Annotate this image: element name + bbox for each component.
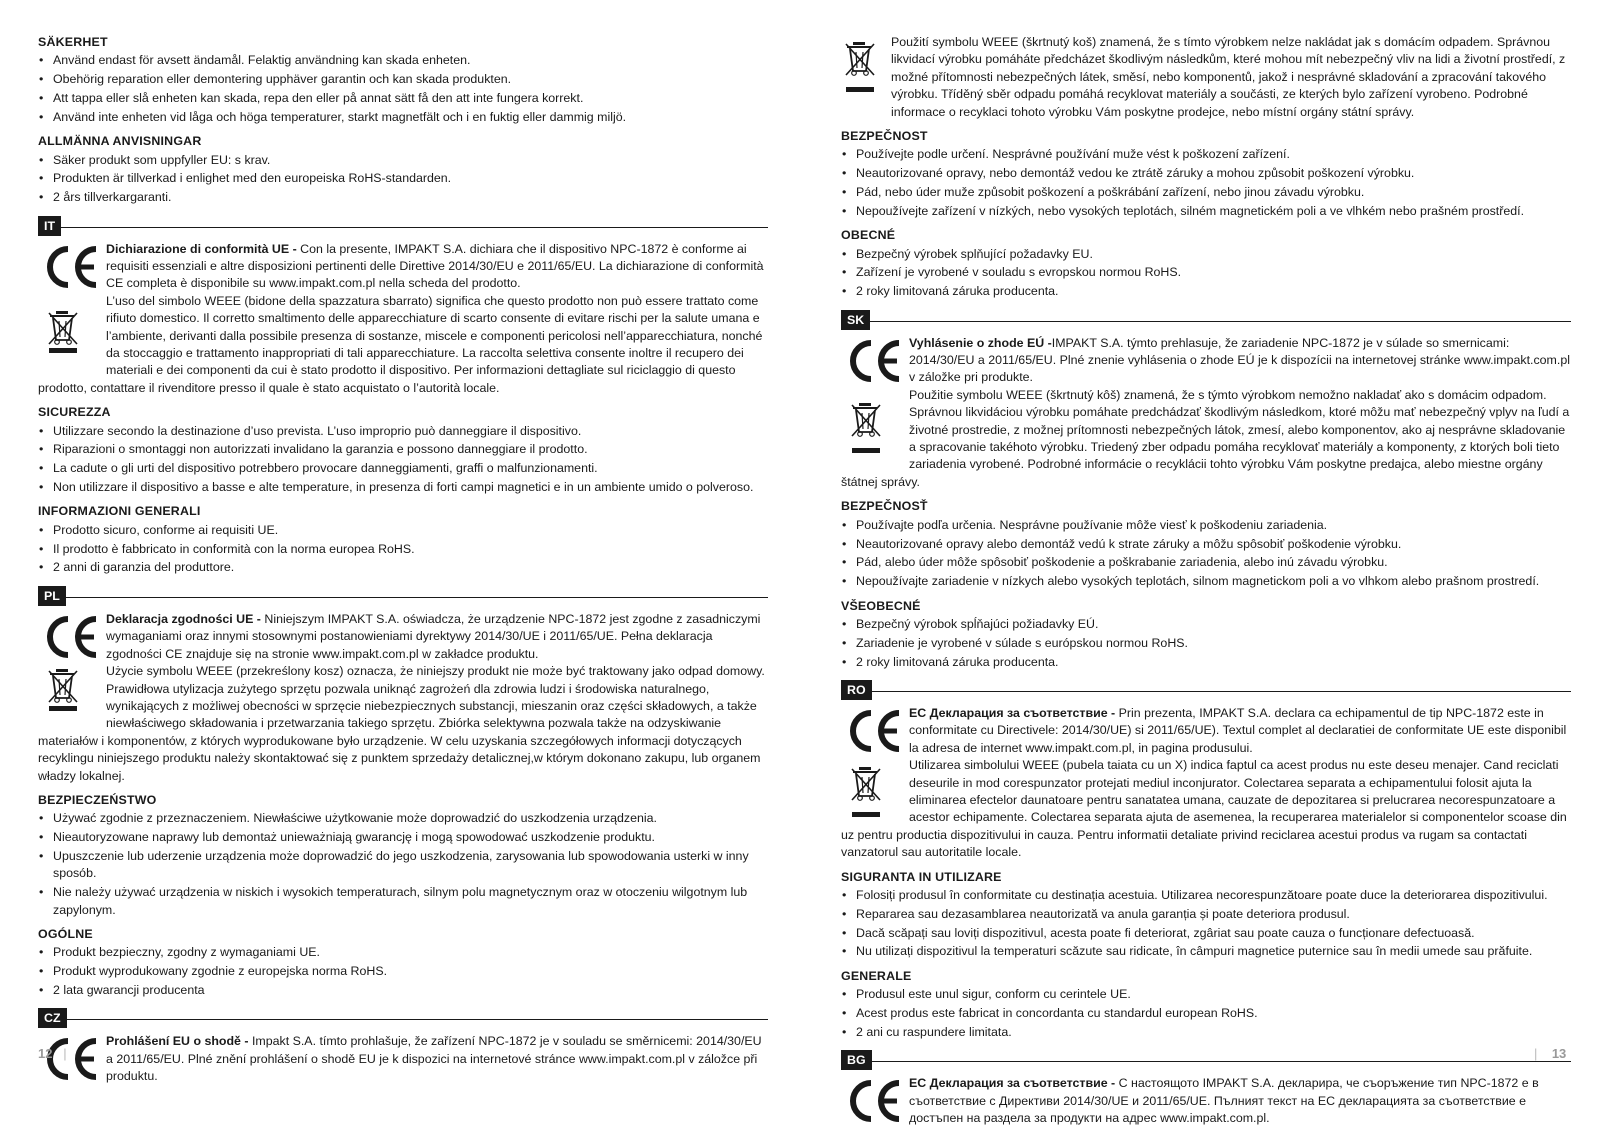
list-item: • Bezpečný výrobok spĺňajúci požiadavky EÚ.	[841, 616, 1571, 633]
language-bar-ro	[841, 680, 1571, 702]
left-page	[38, 34, 768, 1086]
language-tag: RO	[841, 680, 872, 700]
language-tag: SK	[841, 310, 870, 330]
list-item: • 2 anni di garanzia del produttore.	[38, 559, 768, 576]
list-item: • Prodotto sicuro, conforme ai requisiti UE.	[38, 522, 768, 539]
bullet-list	[38, 522, 768, 577]
language-bar-pl	[38, 586, 768, 608]
declaration-block	[38, 241, 768, 398]
list-item: • Säker produkt som uppfyller EU: s krav.	[38, 152, 768, 169]
list-item: • Att tappa eller slå enheten kan skada, repa den eller på annat sätt få den att inte fungera korrekt.	[38, 90, 768, 107]
right-page	[841, 34, 1571, 1127]
weee-text: Použitie symbolu WEEE (škrtnutý kôš) znamená, že s týmto výrobkom nemožno nakladať ako s domácim odpadom. Správnou likvidáciou výrobku pomáhate predchádzať škodlivým následkom, ktoré môžu mať nebezpečný vplyv na ľudí a životné prostredie, z možnej prítomnosti nebezpečných látok, zmesí, alebo komponentov, ako aj nesprávne skladovanie a spracovanie takéhoto výrobku. Triedený zber odpadu pomáha recyklovať materiály a komponenty, z ktorých boli tieto zariadenia vyrobené. Podrobné informácie o recyklácii tohto výrobku Vám poskytne predajca, alebo miestne orgány štátnej správy.	[841, 387, 1570, 489]
section-heading: BEZPEČNOST	[841, 129, 928, 144]
ce-mark-icon	[42, 615, 100, 659]
weee-text: Utilizarea simbolului WEEE (pubela taiata cu un X) indica faptul ca acest produs nu este deseu menajer. Cand reciclati deseurile in mod corespunzator protejati mediul inconjurator. Colectarea separata a echipamentului folosit ajuta la eliminarea efectelor daunatoare pentru sanatatea umana, cauzate de depozitarea si prelucrarea necorespunzatoare a acestor echipamente. Colectarea separata ajuta de asemenea, la recuperarea materialelor si componentelor scoase din uz pentru productia dispozitivului in cauza. Pentru informatii detaliate privind reciclarea acestui produs va rugam sa contactati vanzatorul sau autoritatile locale.	[841, 758, 1567, 860]
divider	[841, 691, 1571, 692]
list-item: • Bezpečný výrobek splňující požadavky EU.	[841, 246, 1571, 263]
list-item: • 2 års tillverkargaranti.	[38, 189, 768, 206]
ce-mark-icon	[845, 339, 903, 383]
declaration-title: Prohlášení EU o shodě -	[106, 1034, 249, 1049]
declaration-block	[38, 611, 768, 785]
declaration-block	[841, 1075, 1571, 1127]
ce-mark-icon	[42, 245, 100, 289]
divider	[38, 1019, 768, 1020]
language-bar-bg	[841, 1050, 1571, 1072]
declaration-block	[841, 335, 1571, 492]
list-item: • Repararea sau dezasamblarea neautorizată va anula garanția și poate deteriora produsul.	[841, 906, 1571, 923]
list-item: • Produkt bezpieczny, zgodny z wymaganiami UE.	[38, 944, 768, 961]
list-item: • 2 ani cu raspundere limitata.	[841, 1024, 1571, 1041]
section-heading: VŠEOBECNÉ	[841, 598, 921, 613]
declaration-text: Vyhlásenie o zhode EÚ -IMPAKT S.A. týmto prehlasuje, že zariadenie NPC-1872 je v súlade so smernicami: 2014/30/EU a 2011/65/EU. Plné znenie vyhlásenia o zhode EÚ je k dispozícii na internetovej stránke www.impakt.com.pl v záložke pri produkte.	[909, 335, 1570, 385]
list-item: • Folosiți produsul în conformitate cu destinația acestuia. Utilizarea necorespunzătoare poate duce la deteriorarea dispozitivului.	[841, 887, 1571, 904]
ce-mark-icon	[845, 1079, 903, 1123]
list-item: • Neautorizované opravy alebo demontáž vedú k strate záruky a môžu spôsobiť poškodenie výrobku.	[841, 536, 1571, 553]
list-item: • Zariadenie je vyrobené v súlade s európskou normou RoHS.	[841, 635, 1571, 652]
language-bar-cz	[38, 1008, 768, 1030]
bullet-list	[38, 423, 768, 497]
bullet-list	[38, 944, 768, 999]
bullet-list	[841, 986, 1571, 1041]
language-bar-sk	[841, 310, 1571, 332]
declaration-text: Deklaracja zgodności UE - Niniejszym IMPAKT S.A. oświadcza, że urządzenie NPC-1872 jest zgodne z zasadniczymi wymaganiami oraz innymi stosownymi postanowieniami dyrektywy 2014/30/UE i 2011/65/UE. Pełna deklaracja zgodności CE znajduje się na stronie www.impakt.com.pl w zakładce produktu.	[106, 611, 761, 661]
declaration-title: Dichiarazione di conformità UE -	[106, 241, 297, 256]
list-item: • Zařízení je vyrobené v souladu s evropskou normou RoHS.	[841, 264, 1571, 281]
list-item: • Nie należy używać urządzenia w niskich i wysokich temperaturach, silnym polu magnetycznym oraz w otoczeniu wilgotnym lub zapylonym.	[38, 884, 768, 919]
section-heading: OBECNÉ	[841, 228, 896, 243]
list-item: • Il prodotto è fabbricato in conformità con la norma europea RoHS.	[38, 541, 768, 558]
list-item: • Neautorizované opravy, nebo demontáž vedou ke ztrátě záruky a mohou způsobit poškození výrobku.	[841, 165, 1571, 182]
list-item: • Använd endast för avsett ändamål. Felaktig användning kan skada enheten.	[38, 52, 768, 69]
bullet-list	[38, 52, 768, 126]
section-heading: OGÓLNE	[38, 926, 93, 941]
declaration-title: ЕС Декларация за съответствие -	[909, 1076, 1116, 1091]
list-item: • Nepoužívejte zařízení v nízkých, nebo vysokých teplotách, silném magnetickém poli a ve vlhkém nebo prašném prostředí.	[841, 203, 1571, 220]
page-number-left: 12 |	[38, 1046, 67, 1061]
section-heading: INFORMAZIONI GENERALI	[38, 504, 201, 519]
declaration-title: ЕС Декларация за съответствие -	[909, 705, 1116, 720]
list-item: • 2 roky limitovaná záruka producenta.	[841, 283, 1571, 300]
bullet-list	[841, 616, 1571, 671]
list-item: • Nepoužívajte zariadenie v nízkych alebo vysokých teplotách, silnom magnetickom poli a vo vlhkom alebo prašnom prostredí.	[841, 573, 1571, 590]
weee-block	[841, 34, 1571, 121]
declaration-block	[841, 705, 1571, 862]
list-item: • Produkten är tillverkad i enlighet med den europeiska RoHS-standarden.	[38, 170, 768, 187]
section-heading: BEZPIECZEŃSTWO	[38, 792, 157, 807]
section-heading: SICUREZZA	[38, 405, 111, 420]
page-number-right: | 13	[1534, 1046, 1567, 1061]
list-item: • 2 roky limitovaná záruka producenta.	[841, 654, 1571, 671]
list-item: • Používejte podle určení. Nesprávné používání muže vést k poškození zařízení.	[841, 146, 1571, 163]
declaration-title: Vyhlásenie o zhode EÚ -	[909, 335, 1052, 350]
weee-crossed-bin-icon	[849, 399, 883, 455]
language-tag: BG	[841, 1050, 872, 1070]
list-item: • Používajte podľa určenia. Nesprávne používanie môže viesť k poškodeniu zariadenia.	[841, 517, 1571, 534]
list-item: • Pád, alebo úder môže spôsobiť poškodenie a poškrabanie zariadenia, alebo inú závadu výrobku.	[841, 554, 1571, 571]
list-item: • Obehörig reparation eller demontering upphäver garantin och kan skada produkten.	[38, 71, 768, 88]
list-item: • La cadute o gli urti del dispositivo potrebbero provocare danneggiamenti, graffi o malfunzionamenti.	[38, 460, 768, 477]
weee-crossed-bin-icon	[46, 307, 80, 355]
section-heading: ALLMÄNNA ANVISNINGAR	[38, 134, 202, 149]
bullet-list	[841, 887, 1571, 961]
divider	[38, 227, 768, 228]
list-item: • Produkt wyprodukowany zgodnie z europejska norma RoHS.	[38, 963, 768, 980]
weee-crossed-bin-icon	[46, 665, 80, 713]
list-item: • Nieautoryzowane naprawy lub demontaż unieważniają gwarancję i mogą spowodować uszkodzenie produktu.	[38, 829, 768, 846]
list-item: • Używać zgodnie z przeznaczeniem. Niewłaściwe użytkowanie może doprowadzić do uszkodzenia urządzenia.	[38, 810, 768, 827]
weee-text: L’uso del simbolo WEEE (bidone della spazzatura sbarrato) significa che questo prodotto non può essere trattato come rifiuto domestico. Il corretto smaltimento delle apparecchiature di scarto consente di evitare rischi per la salute umana e l’ambiente, derivanti dalla possibile presenza di sostanze, miscele e componenti pericolosi nell’apparecchiatura, nonché da stoccaggio e trattamento inappropriati di tali apparecchiature. La raccolta selettiva consente inoltre il recupero dei materiali e dei componenti da cui è stato prodotto il dispositivo. Per informazioni dettagliate sul riciclaggio di questo prodotto, contattare il rivenditore presso il quale è stato acquistato o l’autorità locale.	[38, 293, 763, 395]
declaration-text: Dichiarazione di conformità UE - Con la presente, IMPAKT S.A. dichiara che il dispositivo NPC-1872 è conforme ai requisiti essenziali e altre disposizioni pertinenti delle Direttive 2014/30/EU e 2011/65/EU. La dichiarazione di conformità CE completa è disponibile su www.impakt.com.pl nella scheda del prodotto.	[106, 241, 764, 291]
list-item: • Pád, nebo úder muže způsobit poškození a poškrábání zařízení, nebo jinou závadu výrobku.	[841, 184, 1571, 201]
section-heading: GENERALE	[841, 968, 912, 983]
bullet-list	[841, 517, 1571, 591]
bullet-list	[38, 810, 768, 919]
list-item: • Upuszczenie lub uderzenie urządzenia może doprowadzić do jego uszkodzenia, zarysowania lub spowodowania usterki w inny sposób.	[38, 848, 768, 883]
bullet-list	[38, 152, 768, 207]
section-heading: SÄKERHET	[38, 35, 108, 49]
weee-text: Użycie symbolu WEEE (przekreślony kosz) oznacza, że niniejszy produkt nie może być traktowany jako odpad domowy. Prawidłowa utylizacja zużytego sprzętu pozwala uniknąć zagrożeń dla zdrowia ludzi i środowiska naturalnego, wynikających z możliwej obecności w sprzęcie niebezpiecznych substancji, mieszanin oraz części składowych, a także niewłaściwego składowania i przetwarzania takiego sprzętu. Zbiórka selektywna pozwala także na odzyskiwanie materiałów i komponentów, z których wyprodukowane było urządzenie. W celu uzyskania szczegółowych informacji dotyczących recyklingu niniejszego produktu należy skontaktować się z punktem sprzedaży detalicznej,w którym dokonano zakupu, lub organem władzy lokalnej.	[38, 664, 765, 783]
declaration-block	[38, 1033, 768, 1085]
weee-crossed-bin-icon	[849, 763, 883, 819]
language-tag: IT	[38, 216, 61, 236]
list-item: • Nu utilizați dispozitivul la temperaturi scăzute sau ridicate, în câmpuri magnetice puternice sau în medii umede sau prăfuite.	[841, 943, 1571, 960]
weee-text: Použití symbolu WEEE (škrtnutý koš) znamená, že s tímto výrobkem nelze nakládat jak s domácím odpadem. Správnou likvidací výrobku pomáháte předcházet škodlivým následkům, které mohou mít nebezpečný vliv na lidi a životní prostředí, z možné přítomnosti nebezpečných látek, směsí, nebo komponentů, jakož i nesprávné skladování a zpracování takového výrobku. Tříděný sběr odpadu pomáhá recyklovat materiály a součásti, ze kterých bylo zařízení vyrobeno. Podrobné informace o recyklaci tohoto výrobku Vám poskytne prodejce, nebo místní orgány státní správy.	[891, 35, 1566, 119]
list-item: • Utilizzare secondo la destinazione d’uso prevista. L’uso improprio può danneggiare il dispositivo.	[38, 423, 768, 440]
declaration-text: ЕС Декларация за съответствие - С настоящото IMPAKT S.A. декларира, че съоръжение тип NPC-1872 е в съответствие с Директиви 2014/30/UE и 2011/65/UE. Пълният текст на ЕС декларацията за съответствие е достъпен на раздела за продукти на адрес www.impakt.com.pl.	[909, 1076, 1539, 1125]
ce-mark-icon	[845, 709, 903, 753]
list-item: • Riparazioni o smontaggi non autorizzati invalidano la garanzia e possono danneggiare il prodotto.	[38, 441, 768, 458]
list-item: • Acest produs este fabricat in concordanta cu standardul european RoHS.	[841, 1005, 1571, 1022]
weee-crossed-bin-icon	[843, 38, 877, 94]
language-tag: PL	[38, 586, 66, 606]
list-item: • Dacă scăpați sau loviți dispozitivul, acesta poate fi deteriorat, zgâriat sau poate cauza o funcționare defectuoasă.	[841, 925, 1571, 942]
divider	[841, 1061, 1571, 1062]
declaration-text: Prohlášení EU o shodě - Impakt S.A. tímto prohlašuje, že zařízení NPC-1872 je v souladu se směrnicemi: 2014/30/EU a 2011/65/EU. Plné znění prohlášení o shodě EU je k dispozici na internetové stránce www.impakt.com.pl v záložce při produktu.	[106, 1034, 762, 1084]
list-item: • 2 lata gwarancji producenta	[38, 982, 768, 999]
bullet-list	[841, 146, 1571, 220]
section-heading: SIGURANTA IN UTILIZARE	[841, 869, 1002, 884]
divider	[841, 321, 1571, 322]
declaration-title: Deklaracja zgodności UE -	[106, 611, 261, 626]
declaration-text: ЕС Декларация за съответствие - Prin prezenta, IMPAKT S.A. declara ca echipamentul de tip NPC-1872 este in conformitate cu Directivele: 2014/30/UE) si 2011/65/UE). Textul complet al declaratiei de conformitate UE este disponibil la adresa de internet www.impakt.com.pl, in pagina produsului.	[909, 705, 1567, 755]
list-item: • Använd inte enheten vid låga och höga temperaturer, starkt magnetfält och i en fuktig eller dammig miljö.	[38, 109, 768, 126]
bullet-list	[841, 246, 1571, 301]
language-bar-it	[38, 216, 768, 238]
divider	[38, 597, 768, 598]
list-item: • Non utilizzare il dispositivo a basse e alte temperature, in presenza di forti campi magnetici e in un ambiente umido o polveroso.	[38, 479, 768, 496]
list-item: • Produsul este unul sigur, conform cu cerintele UE.	[841, 986, 1571, 1003]
section-heading: BEZPEČNOSŤ	[841, 499, 928, 514]
language-tag: CZ	[38, 1008, 67, 1028]
